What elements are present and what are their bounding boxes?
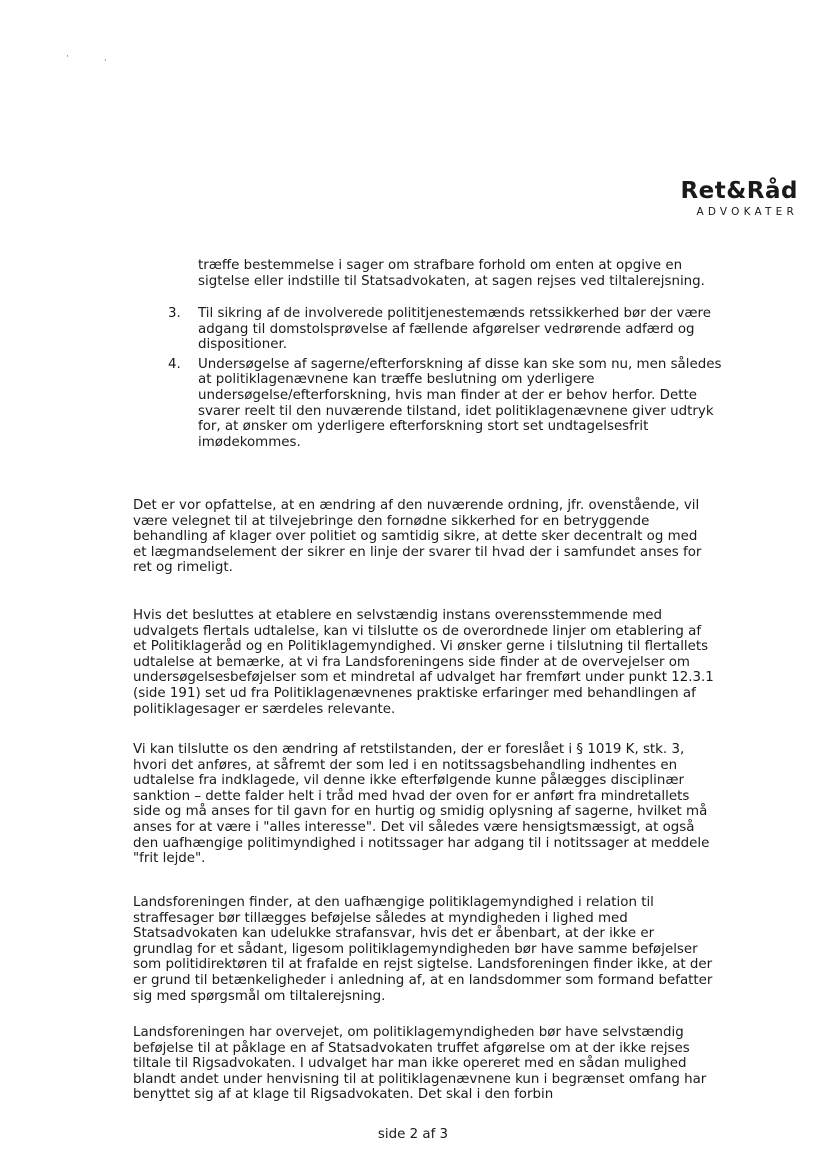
- page-number: side 2 af 3: [377, 1127, 449, 1142]
- paragraph: [133, 742, 715, 867]
- list-continuation-text: træffe bestemmelse i sager om strafbare forhold om enten at opgive en sigtelse eller indstille til Statsadvokaten, at sagen rejses ved tiltalerejsning.: [198, 258, 705, 289]
- logo-wordmark: Ret&Råd: [680, 178, 798, 204]
- paragraph-text: Landsforeningen har overvejet, om politiklagemyndigheden bør have selvstændig beføjelse til at påklage en af Statsadvokaten truffet afgørelse om at der ikke rejses tiltale til Rigsadvokaten. I udvalget har man ikke opereret med en sådan mulighed blandt andet under henvisning til at politiklagenævnene kun i begrænset omfang har benyttet sig af at klage til Rigsadvokaten. Det skal i den forbin: [133, 1025, 707, 1103]
- paragraph: [133, 1025, 715, 1103]
- list-item-number: 3.: [168, 306, 181, 321]
- scan-speck: ·: [66, 52, 69, 62]
- list-item: [168, 306, 728, 353]
- numbered-list: [168, 306, 728, 450]
- paragraph: [133, 498, 715, 576]
- paragraph: [133, 895, 715, 1004]
- scan-speck: ·: [104, 56, 107, 66]
- paragraph-text: Det er vor opfattelse, at en ændring af den nuværende ordning, jfr. ovenstående, vil være velegnet til at tilvejebringe den fornødne sikkerhed for en betryggende behandling af klager over politiet og samtidig sikre, at dette sker decentralt og med et lægmandselement der sikrer en linje der svarer til hvad der i samfundet anses for ret og rimeligt.: [133, 498, 702, 576]
- list-item-text: Undersøgelse af sagerne/efterforskning af disse kan ske som nu, men således at politiklagenævnene kan træffe beslutning om yderligere undersøgelse/efterforskning, hvis man finder at der er behov herfor. Dette svarer reelt til den nuværende tilstand, idet politiklagenævnene giver udtryk for, at ønsker om yderligere efterforskning stort set undtagelsesfrit imødekommes.: [198, 356, 722, 450]
- paragraph-text: Vi kan tilslutte os den ændring af retstilstanden, der er foreslået i § 1019 K, stk. 3, hvori det anføres, at såfremt der som led i en notitssagsbehandling indhentes en udtalelse fra indklagede, vil denne ikke efterfølgende kunne pålægges disciplinær sanktion – dette falder helt i tråd med hvad der oven for er anført fra mindretallets side og må anses for til gavn for en hurtig og smidig oplysning af sagerne, hvilket må anses for at være i "alles interesse". Det vil således være hensigtsmæssigt, at også den uafhængige politimyndighed i notitssager har adgang til i notitssager at meddele "frit lejde".: [133, 742, 710, 867]
- list-item-text: Til sikring af de involverede polititjenestemænds retssikkerhed bør der være adgang til domstolsprøvelse af fællende afgørelser vedrørende adfærd og dispositioner.: [198, 306, 711, 353]
- list-item-continuation: [198, 258, 728, 289]
- list-item: [168, 357, 728, 451]
- logo-tagline: ADVOKATER: [696, 206, 798, 218]
- paragraph-text: Hvis det besluttes at etablere en selvstændig instans overensstemmende med udvalgets flertals udtalelse, kan vi tilslutte os de overordnede linjer om etablering af et Politiklageråd og en Politiklagemyndighed. Vi ønsker gerne i tilslutning til flertallets udtalelse at bemærke, at vi fra Landsforeningens side finder at de overvejelser om undersøgelsesbeføjelser som et mindretal af udvalget har fremført under punkt 12.3.1 (side 191) set ud fra Politiklagenævnenes praktiske erfaringer med behandlingen af politiklagesager er særdeles relevante.: [133, 608, 714, 717]
- list-item-number: 4.: [168, 356, 181, 372]
- paragraph: [133, 608, 715, 717]
- paragraph-text: Landsforeningen finder, at den uafhængige politiklagemyndighed i relation til straffesager bør tillægges beføjelse således at myndigheden i lighed med Statsadvokaten kan udelukke strafansvar, hvis det er åbenbart, at der ikke er grundlag for et sådant, ligesom politiklagemyndigheden bør have samme beføjelser som politidirektøren til at frafalde en rejst sigtelse. Landsforeningen finder ikke, at der er grund til betænkeligheder i anledning af, at en landsdommer som formand befatter sig med spørgsmål om tiltalerejsning.: [133, 895, 713, 1004]
- company-logo: [680, 180, 798, 218]
